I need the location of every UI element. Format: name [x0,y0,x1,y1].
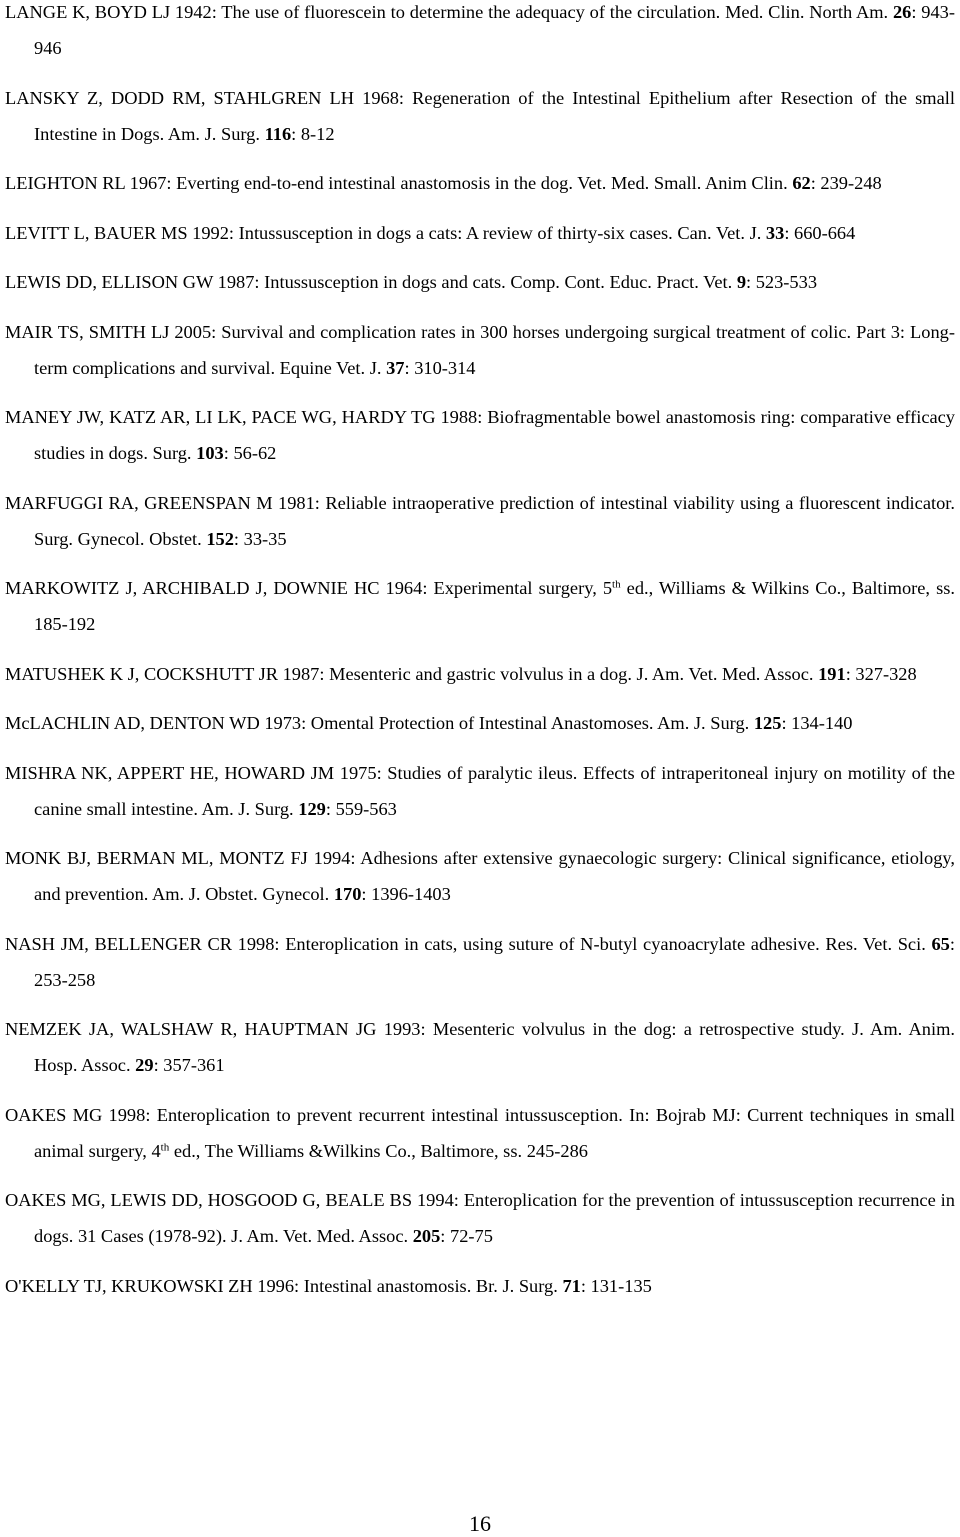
reference-text: McLACHLIN AD, DENTON WD 1973: Omental Protection of Intestinal Anastomoses. Am. J. Surg. [5,713,754,733]
reference-pages: : 253-258 [34,933,955,990]
reference-text: LANSKY Z, DODD RM, STAHLGREN LH 1968: Regeneration of the Intestinal Epithelium after Resection of the small Intestine in Dogs. Am. J. Surg. [5,87,955,144]
reference-entry [5,0,955,66]
reference-volume: 129 [298,798,326,819]
reference-entry [5,165,955,201]
reference-entry [5,926,955,998]
reference-volume: 205 [412,1226,441,1246]
reference-pages: : 559-563 [325,798,397,819]
reference-publisher: ed., The Williams &Wilkins Co., Baltimore, ss. 245-286 [169,1140,588,1161]
reference-pages: : 1396-1403 [361,884,451,904]
reference-text: O'KELLY TJ, KRUKOWSKI ZH 1996: Intestinal anastomosis. Br. J. Surg. [5,1275,563,1296]
reference-volume: 191 [818,663,846,684]
reference-pages: : 310-314 [404,357,476,378]
reference-pages: : 357-361 [153,1055,225,1075]
reference-pages: : 327-328 [845,663,917,684]
reference-text: MISHRA NK, APPERT HE, HOWARD JM 1975: Studies of paralytic ileus. Effects of intraperitoneal injury on motility of the canine small intestine. Am. J. Surg. [5,762,955,819]
reference-volume: 62 [792,173,811,193]
page-number: 16 [469,1511,491,1536]
reference-entry [5,314,955,386]
reference-pages: : 56-62 [223,443,277,463]
reference-pages: : 523-533 [746,272,818,292]
reference-text: MATUSHEK K J, COCKSHUTT JR 1987: Mesenteric and gastric volvulus in a dog. J. Am. Vet. Med. Assoc. [5,663,819,684]
reference-volume: 152 [206,528,234,549]
reference-entry [5,840,955,912]
reference-entry [5,485,955,557]
reference-text: LEIGHTON RL 1967: Everting end-to-end intestinal anastomosis in the dog. Vet. Med. Small. Anim Clin. [5,173,793,193]
reference-entry [5,399,955,471]
reference-pages: : 33-35 [233,528,287,549]
reference-list [5,0,955,1317]
reference-pages: : 134-140 [781,713,853,733]
reference-volume: 37 [386,357,405,378]
reference-pages: : 239-248 [810,173,882,193]
reference-text: MARFUGGI RA, GREENSPAN M 1981: Reliable intraoperative prediction of intestinal viability using a fluorescent indicator. Surg. Gynecol. Obstet. [5,492,955,549]
reference-entry [5,1097,955,1169]
reference-entry [5,1268,955,1304]
reference-volume: 170 [333,884,362,904]
reference-text: OAKES MG 1998: Enteroplication to prevent recurrent intestinal intussusception. In: Bojrab MJ: Current techniques in small animal surgery, 4 [5,1104,955,1161]
reference-text: LANGE K, BOYD LJ 1942: The use of fluorescein to determine the adequacy of the circulation. Med. Clin. North Am. [5,2,893,22]
reference-pages: : 943-946 [34,2,955,58]
reference-text: OAKES MG, LEWIS DD, HOSGOOD G, BEALE BS 1994: Enteroplication for the prevention of intussusception recurrence in dogs. 31 Cases (1978-92). J. Am. Vet. Med. Assoc. [5,1190,955,1246]
reference-pages: : 131-135 [580,1275,652,1296]
reference-text: MONK BJ, BERMAN ML, MONTZ FJ 1994: Adhesions after extensive gynaecologic surgery: Clinical significance, etiology, and prevention. Am. J. Obstet. Gynecol. [5,848,955,904]
reference-pages: : 8-12 [291,123,335,144]
edition-ordinal-suffix: th [160,1140,170,1153]
reference-volume: 116 [264,123,292,144]
reference-text: NEMZEK JA, WALSHAW R, HAUPTMAN JG 1993: Mesenteric volvulus in the dog: a retrospective study. J. Am. Anim. Hosp. Assoc. [5,1019,955,1075]
reference-text: NASH JM, BELLENGER CR 1998: Enteroplication in cats, using suture of N-butyl cyanoacrylate adhesive. Res. Vet. Sci. [5,933,932,954]
reference-text: LEVITT L, BAUER MS 1992: Intussusception in dogs a cats: A review of thirty-six cases. Can. Vet. J. [5,222,766,243]
reference-volume: 9 [736,272,747,292]
reference-entry [5,705,955,741]
reference-volume: 26 [892,2,912,22]
reference-entry [5,1011,955,1083]
reference-pages: : 660-664 [784,222,856,243]
reference-entry [5,80,955,152]
reference-volume: 125 [753,713,782,733]
edition-ordinal-suffix: th [612,578,621,591]
reference-entry [5,656,955,692]
reference-pages: : 72-75 [440,1226,493,1246]
reference-volume: 71 [562,1275,581,1296]
reference-volume: 103 [196,443,224,463]
reference-entry [5,755,955,827]
reference-text: MARKOWITZ J, ARCHIBALD J, DOWNIE HC 1964: Experimental surgery, 5 [5,578,613,598]
reference-text: LEWIS DD, ELLISON GW 1987: Intussusception in dogs and cats. Comp. Cont. Educ. Pract. Vet. [5,272,737,292]
reference-volume: 33 [765,222,785,243]
reference-text: MANEY JW, KATZ AR, LI LK, PACE WG, HARDY TG 1988: Biofragmentable bowel anastomosis ring: comparative efficacy studies in dogs. Surg. [5,407,955,463]
reference-entry [5,215,955,251]
reference-entry [5,264,955,300]
reference-publisher: ed., Williams & Wilkins Co., Baltimore, ss. 185-192 [34,578,955,634]
reference-volume: 65 [931,933,950,954]
reference-volume: 29 [135,1055,154,1075]
reference-text: MAIR TS, SMITH LJ 2005: Survival and complication rates in 300 horses undergoing surgical treatment of colic. Part 3: Long-term complications and survival. Equine Vet. J. [5,321,955,378]
reference-entry [5,570,955,642]
reference-entry [5,1182,955,1254]
